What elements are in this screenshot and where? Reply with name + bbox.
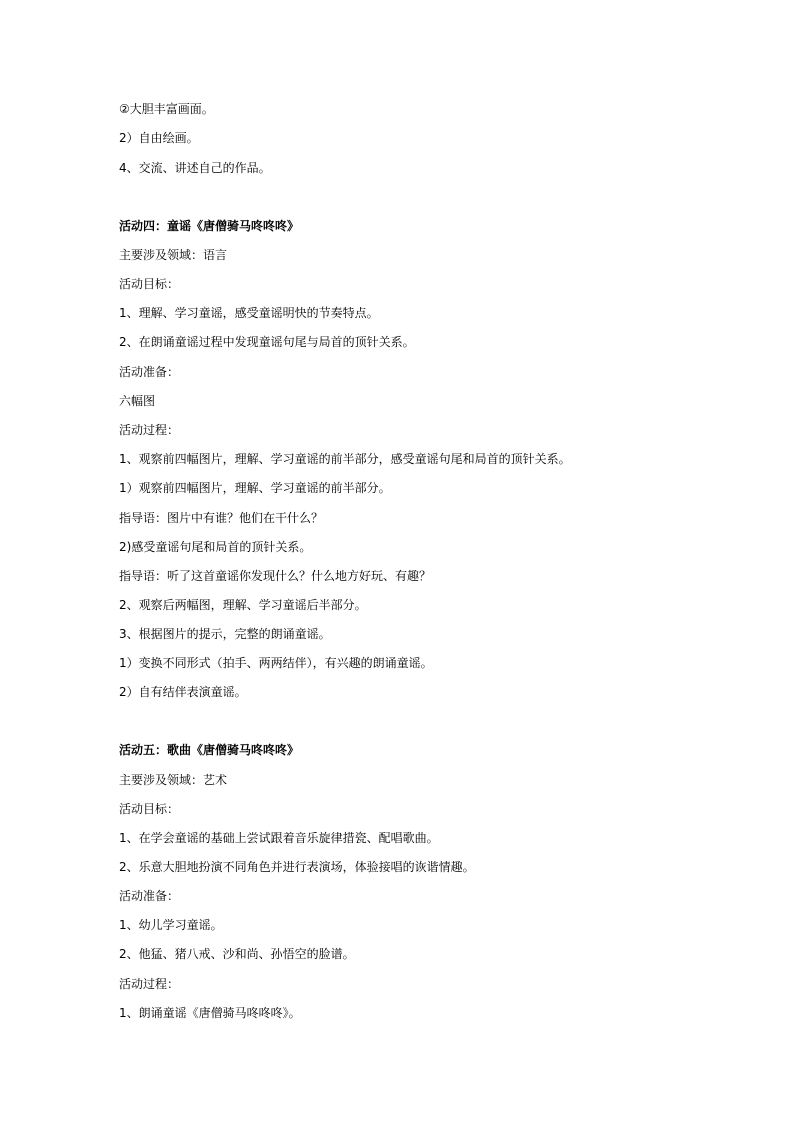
text-line: 指导语：图片中有谁？他们在干什么？ (119, 511, 324, 525)
text-line: 活动目标： (119, 802, 180, 816)
text-line: 活动目标： (119, 277, 180, 291)
text-line: 活动准备： (119, 365, 180, 379)
text-line: 主要涉及领域：艺术 (119, 773, 228, 787)
text-line: 2、他猛、猪八戒、沙和尚、孙悟空的脸谱。 (119, 947, 355, 961)
text-line: 2、在朗诵童谣过程中发现童谣句尾与局首的顶针关系。 (119, 335, 415, 349)
text-line: 2）自有结伴表演童谣。 (119, 685, 247, 699)
text-line: 4、交流、讲述自己的作品。 (119, 161, 271, 175)
text-line: ②大胆丰富画面。 (119, 102, 214, 116)
section-heading: 活动四：童谣《唐僧骑马咚咚咚》 (119, 219, 300, 233)
text-line: 2、观察后两幅图，理解、学习童谣后半部分。 (119, 598, 367, 612)
text-line: 活动准备： (119, 889, 180, 903)
text-line: 活动过程： (119, 977, 180, 991)
text-line: 2)感受童谣句尾和局首的顶针关系。 (119, 540, 312, 554)
text-line: 1、在学会童谣的基础上尝试跟着音乐旋律措瓷、配唱歌曲。 (119, 831, 439, 845)
text-line: 主要涉及领域：语言 (119, 248, 228, 262)
section-heading: 活动五：歌曲《唐僧骑马咚咚咚》 (119, 743, 300, 757)
text-line: 活动过程： (119, 423, 180, 437)
text-line: 1、幼儿学习童谣。 (119, 918, 223, 932)
text-line: 1）观察前四幅图片，理解、学习童谣的前半部分。 (119, 481, 391, 495)
text-line: 六幅图 (119, 394, 156, 408)
text-line: 2）自由绘画。 (119, 131, 199, 145)
text-line: 1、朗诵童谣《唐僧骑马咚咚咚》。 (119, 1006, 301, 1020)
text-line: 1）变换不同形式（拍手、两两结伴），有兴趣的朗诵童谣。 (119, 656, 433, 670)
text-line: 1、理解、学习童谣，感受童谣明快的节奏特点。 (119, 306, 379, 320)
text-line: 2、乐意大胆地扮演不同角色并进行表演场，体验接唱的诙谐情趣。 (119, 860, 475, 874)
text-line: 1、观察前四幅图片，理解、学习童谣的前半部分，感受童谣句尾和局首的顶针关系。 (119, 452, 571, 466)
text-line: 指导语：听了这首童谣你发现什么？什么地方好玩、有趣？ (119, 569, 432, 583)
text-line: 3、根据图片的提示，完整的朗诵童谣。 (119, 627, 331, 641)
